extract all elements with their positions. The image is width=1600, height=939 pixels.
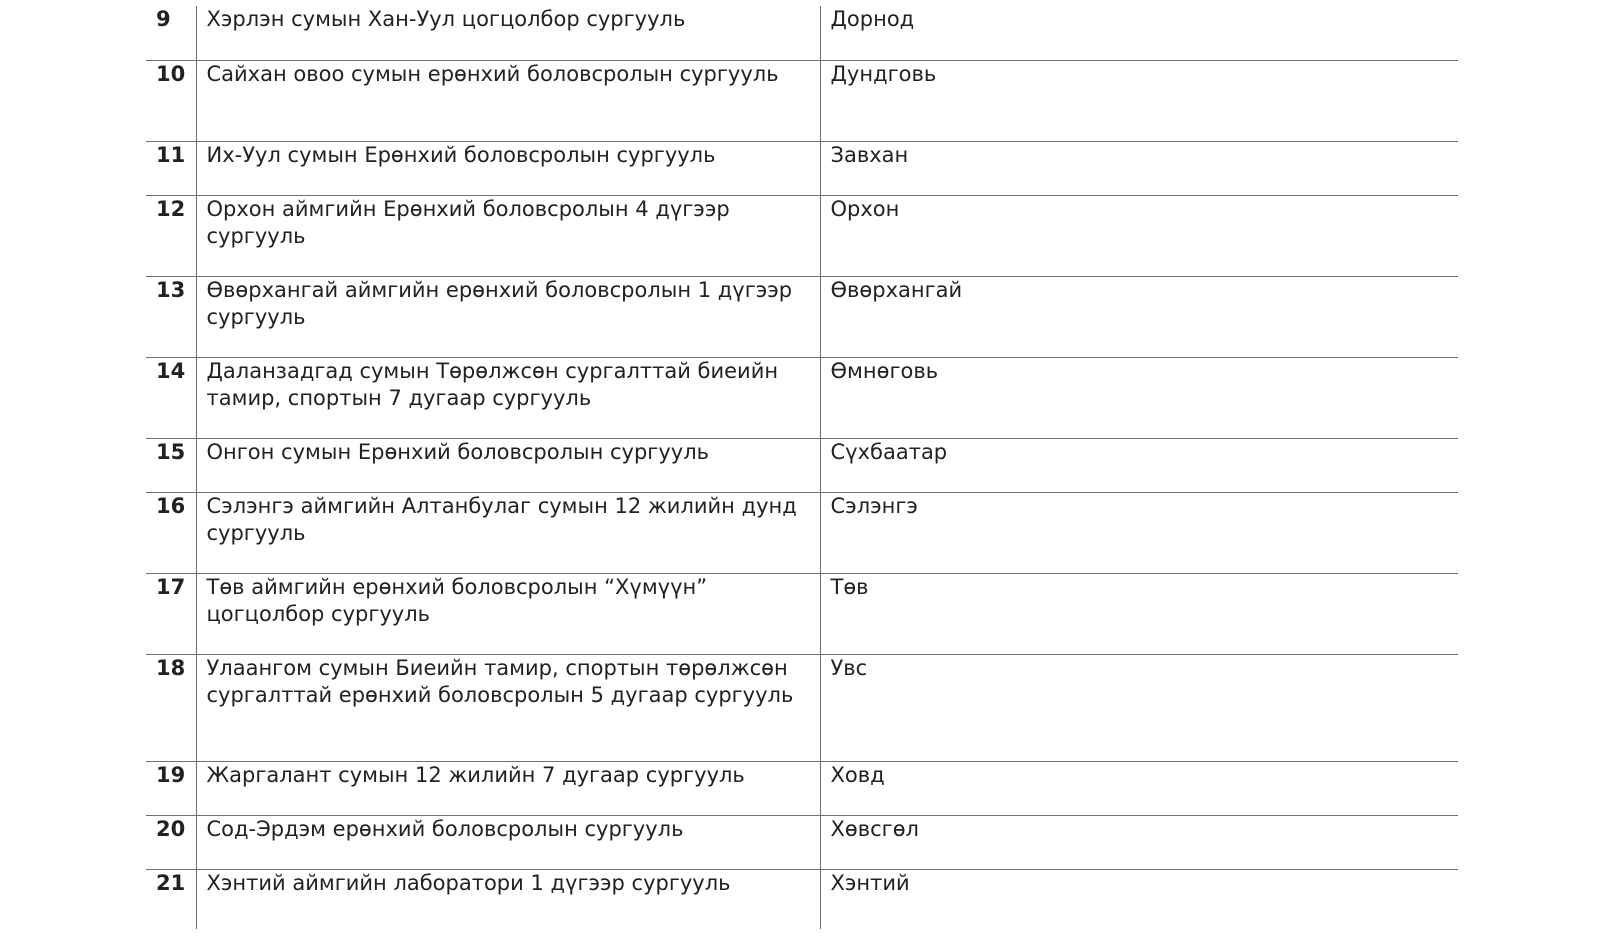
- schools-table: [146, 6, 1458, 929]
- school-name: Даланзадгад сумын Төрөлжсөн сургалттай биеийн тамир, спортын 7 дугаар сургууль: [196, 357, 820, 438]
- table-row: [146, 60, 1458, 141]
- row-number: 13: [146, 276, 196, 357]
- province-name: Хөвсгөл: [820, 815, 1458, 869]
- table-row: [146, 869, 1458, 929]
- row-number: 9: [146, 6, 196, 60]
- row-number: 15: [146, 438, 196, 492]
- province-name: Дундговь: [820, 60, 1458, 141]
- province-name: Дорнод: [820, 6, 1458, 60]
- table-row: [146, 6, 1458, 60]
- school-name: Сэлэнгэ аймгийн Алтанбулаг сумын 12 жилийн дунд сургууль: [196, 492, 820, 573]
- school-name: Хэнтий аймгийн лаборатори 1 дүгээр сургууль: [196, 869, 820, 929]
- province-name: Увс: [820, 654, 1458, 761]
- province-name: Хэнтий: [820, 869, 1458, 929]
- school-name: Жаргалант сумын 12 жилийн 7 дугаар сургууль: [196, 761, 820, 815]
- province-name: Орхон: [820, 195, 1458, 276]
- province-name: Завхан: [820, 141, 1458, 195]
- table-row: [146, 276, 1458, 357]
- table-row: [146, 761, 1458, 815]
- row-number: 19: [146, 761, 196, 815]
- table-row: [146, 357, 1458, 438]
- school-name: Онгон сумын Ерөнхий боловсролын сургууль: [196, 438, 820, 492]
- schools-table-body: [146, 6, 1458, 929]
- row-number: 10: [146, 60, 196, 141]
- row-number: 17: [146, 573, 196, 654]
- school-name: Их-Уул сумын Ерөнхий боловсролын сургууль: [196, 141, 820, 195]
- province-name: Ховд: [820, 761, 1458, 815]
- table-row: [146, 195, 1458, 276]
- province-name: Сэлэнгэ: [820, 492, 1458, 573]
- school-name: Хэрлэн сумын Хан-Уул цогцолбор сургууль: [196, 6, 820, 60]
- table-row: [146, 815, 1458, 869]
- row-number: 12: [146, 195, 196, 276]
- school-name: Орхон аймгийн Ерөнхий боловсролын 4 дүгээр сургууль: [196, 195, 820, 276]
- school-name: Улаангом сумын Биеийн тамир, спортын төрөлжсөн сургалттай ерөнхий боловсролын 5 дугаар сургууль: [196, 654, 820, 761]
- row-number: 18: [146, 654, 196, 761]
- table-row: [146, 654, 1458, 761]
- row-number: 21: [156, 870, 186, 895]
- table-row: [146, 438, 1458, 492]
- row-number: 16: [146, 492, 196, 573]
- school-name: Сод-Эрдэм ерөнхий боловсролын сургууль: [196, 815, 820, 869]
- province-name: Сүхбаатар: [820, 438, 1458, 492]
- table-row: [146, 141, 1458, 195]
- row-number: 20: [146, 815, 196, 869]
- table-row: [146, 573, 1458, 654]
- school-name: Сайхан овоо сумын ерөнхий боловсролын сургууль: [196, 60, 820, 141]
- row-number: 14: [146, 357, 196, 438]
- schools-table-container: [146, 6, 1458, 929]
- table-row: [146, 492, 1458, 573]
- row-number: 11: [146, 141, 196, 195]
- province-name: Төв: [820, 573, 1458, 654]
- province-name: Өвөрхангай: [820, 276, 1458, 357]
- province-name: Өмнөговь: [820, 357, 1458, 438]
- school-name: Төв аймгийн ерөнхий боловсролын “Хүмүүн” цогцолбор сургууль: [196, 573, 820, 654]
- school-name: Өвөрхангай аймгийн ерөнхий боловсролын 1 дүгээр сургууль: [196, 276, 820, 357]
